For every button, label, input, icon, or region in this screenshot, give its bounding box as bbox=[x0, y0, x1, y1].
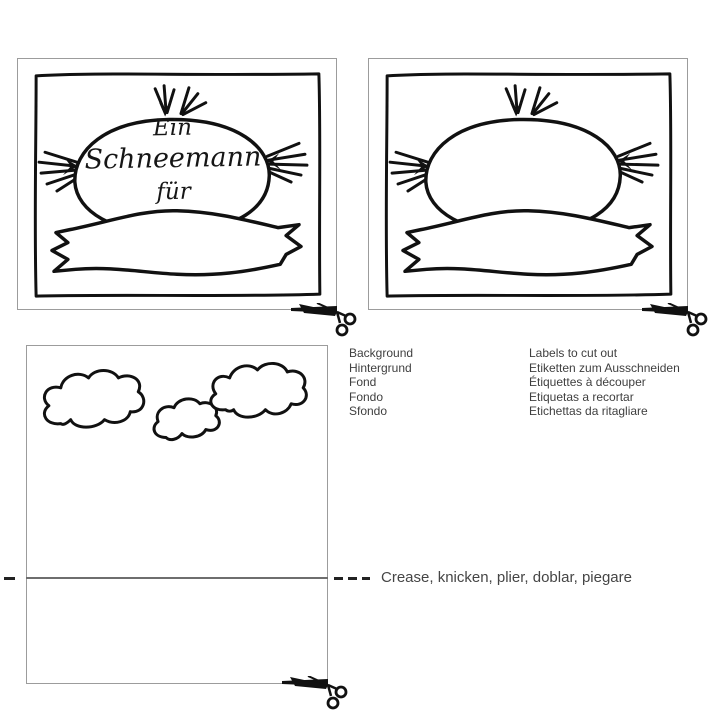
label-line-2: Schneemann bbox=[84, 141, 262, 176]
crease-fold-line bbox=[26, 577, 328, 579]
legend-background-en: Background bbox=[349, 346, 414, 360]
label-artwork-blank bbox=[369, 59, 687, 309]
label-card-filled bbox=[17, 58, 337, 310]
legend-background-es: Fondo bbox=[349, 389, 384, 404]
label-card-blank bbox=[368, 58, 688, 310]
legend-background-fr: Fond bbox=[349, 375, 377, 390]
background-card bbox=[26, 345, 328, 684]
crease-dash bbox=[362, 577, 370, 580]
legend-background-column bbox=[349, 346, 413, 419]
label-line-3: für bbox=[156, 178, 191, 206]
legend-labels-it: Etichettas da ritagliare bbox=[529, 404, 648, 419]
legend-labels-es: Etiquetas a recortar bbox=[529, 389, 634, 404]
legend-background-de: Hintergrund bbox=[349, 360, 412, 375]
scissors-icon bbox=[282, 676, 352, 718]
clouds-artwork bbox=[27, 346, 327, 683]
crease-dash bbox=[334, 577, 343, 580]
legend-labels-fr: Étiquettes à découper bbox=[529, 375, 646, 390]
crease-dash bbox=[4, 577, 15, 580]
scissors-icon bbox=[291, 303, 361, 353]
crease-label: Crease, knicken, plier, doblar, piegare bbox=[381, 569, 632, 586]
legend-labels-column bbox=[529, 346, 680, 419]
label-line-1: Ein bbox=[152, 114, 193, 142]
legend-labels-en: Labels to cut out bbox=[529, 346, 618, 360]
scissors-icon bbox=[642, 303, 712, 353]
legend-background-it: Sfondo bbox=[349, 404, 388, 419]
label-handwritten-text bbox=[62, 113, 284, 209]
legend-labels-de: Etiketten zum Ausschneiden bbox=[529, 360, 680, 375]
crease-dash bbox=[348, 577, 357, 580]
